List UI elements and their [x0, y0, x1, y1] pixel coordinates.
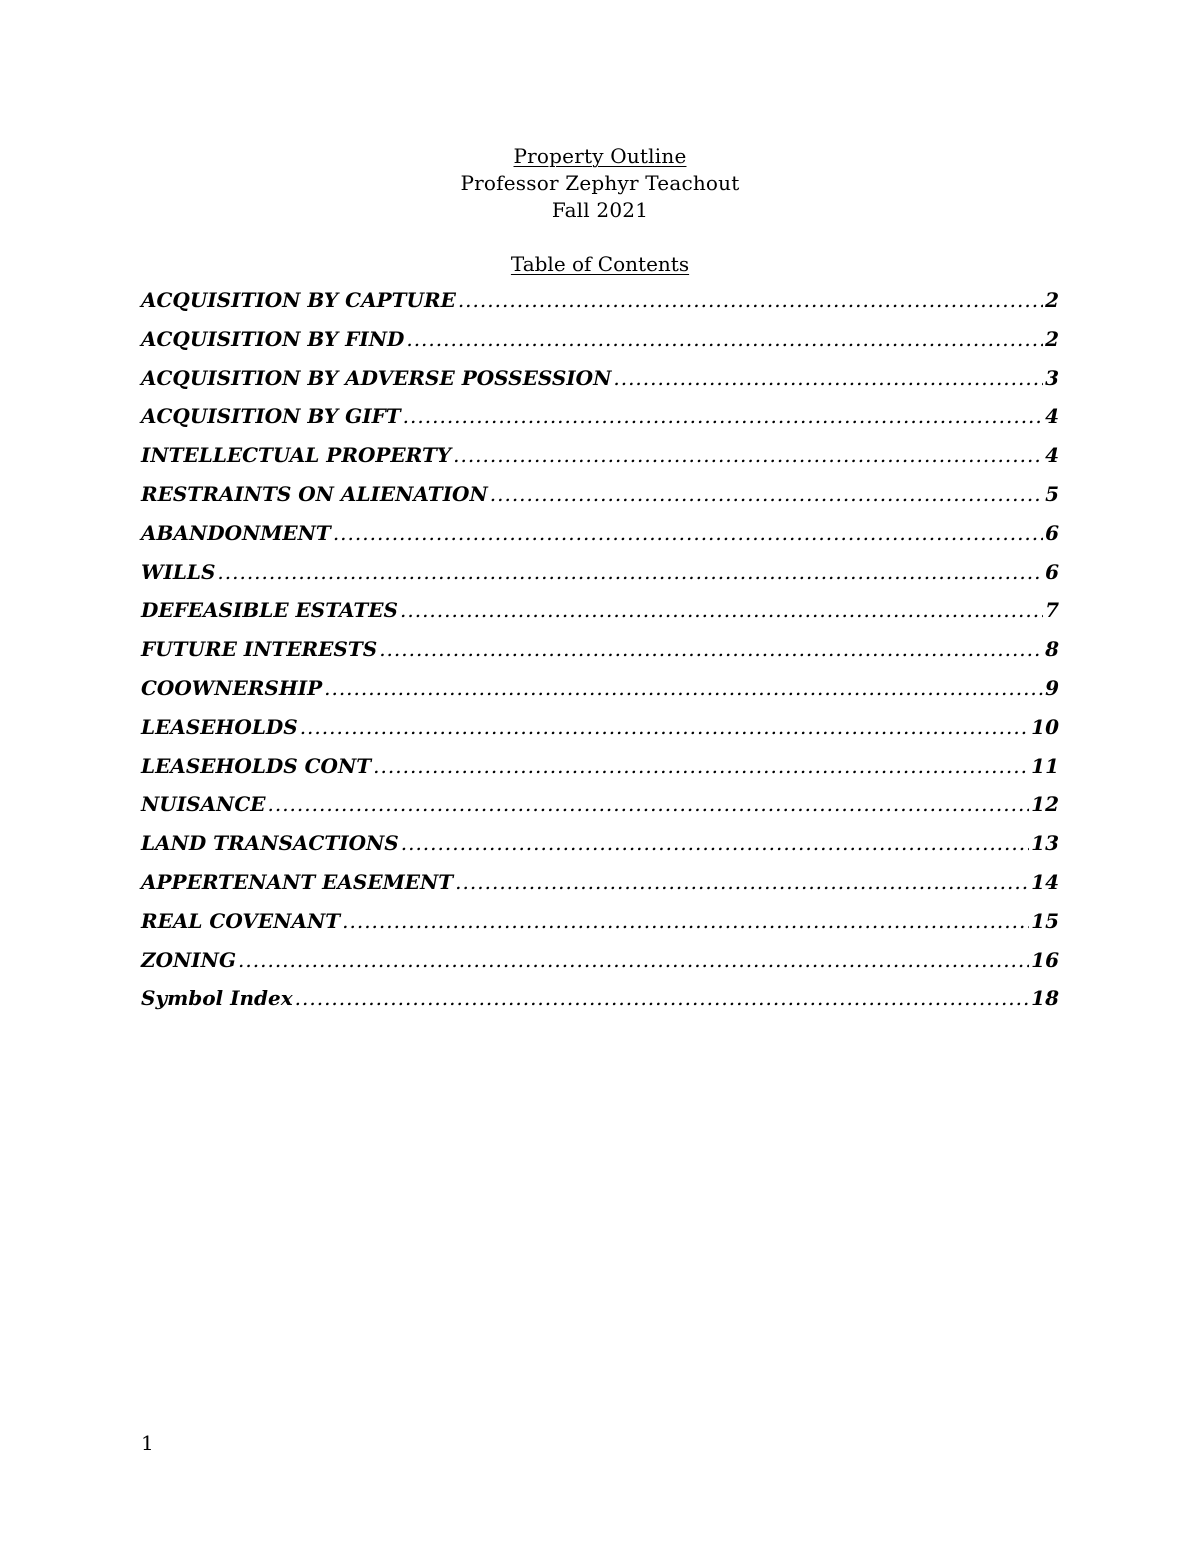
toc-entry-page[interactable]: 18: [1031, 986, 1059, 1011]
toc-dot-leader: [458, 288, 1043, 312]
toc-entry[interactable]: [141, 288, 1059, 327]
toc-entry-title[interactable]: FUTURE INTERESTS: [141, 637, 378, 662]
toc-entry[interactable]: [141, 909, 1059, 948]
toc-entry-title[interactable]: ACQUISITION BY CAPTURE: [141, 288, 456, 312]
toc-entry[interactable]: [141, 754, 1059, 793]
toc-entry[interactable]: [141, 521, 1059, 560]
toc-entry[interactable]: [141, 986, 1059, 1025]
toc-entry-page[interactable]: 13: [1031, 831, 1059, 856]
toc-entry-title[interactable]: LEASEHOLDS: [141, 714, 298, 739]
toc-entry[interactable]: [141, 831, 1059, 870]
toc-entry-page[interactable]: 11: [1031, 753, 1059, 778]
toc-entry-title[interactable]: APPERTENANT EASEMENT: [141, 869, 454, 894]
toc-entry-page[interactable]: 3: [1045, 365, 1059, 390]
toc-entry-page[interactable]: 2: [1045, 326, 1059, 351]
table-of-contents: [141, 288, 1059, 1025]
toc-entry-title[interactable]: ABANDONMENT: [141, 520, 331, 545]
toc-entry-title[interactable]: ZONING: [141, 947, 237, 972]
toc-entry-page[interactable]: 5: [1045, 481, 1059, 506]
toc-entry-page[interactable]: 14: [1031, 869, 1059, 894]
toc-entry-page[interactable]: 9: [1045, 675, 1059, 700]
toc-dot-leader: [453, 443, 1043, 467]
toc-entry-title[interactable]: DEFEASIBLE ESTATES: [141, 598, 398, 623]
toc-entry[interactable]: [141, 482, 1059, 521]
toc-dot-leader: [217, 560, 1043, 584]
toc-entry-page[interactable]: 6: [1045, 520, 1059, 545]
toc-entry-page[interactable]: 4: [1045, 404, 1059, 429]
toc-entry-page[interactable]: 10: [1031, 714, 1059, 739]
toc-entry[interactable]: [141, 870, 1059, 909]
toc-entry-title[interactable]: WILLS: [141, 559, 216, 584]
toc-entry-title[interactable]: REAL COVENANT: [141, 908, 341, 933]
toc-dot-leader: [300, 715, 1029, 739]
toc-dot-leader: [267, 792, 1029, 816]
toc-entry-page[interactable]: 8: [1045, 637, 1059, 662]
toc-entry[interactable]: [141, 404, 1059, 443]
toc-entry[interactable]: [141, 598, 1059, 637]
toc-entry[interactable]: [141, 443, 1059, 482]
toc-dot-leader: [379, 637, 1043, 661]
document-title: Property Outline: [513, 144, 687, 168]
toc-entry-title[interactable]: INTELLECTUAL PROPERTY: [141, 443, 452, 468]
toc-dot-leader: [406, 327, 1043, 351]
toc-entry[interactable]: [141, 715, 1059, 754]
toc-heading: Table of Contents: [510, 252, 690, 276]
toc-entry-title[interactable]: Symbol Index: [141, 986, 293, 1011]
toc-entry[interactable]: [141, 327, 1059, 366]
toc-dot-leader: [295, 986, 1030, 1010]
toc-dot-leader: [373, 754, 1029, 778]
toc-entry-title[interactable]: ACQUISITION BY FIND: [141, 326, 405, 351]
toc-entry-page[interactable]: 4: [1045, 443, 1059, 468]
toc-dot-leader: [455, 870, 1029, 894]
toc-entry-title[interactable]: ACQUISITION BY GIFT: [141, 404, 401, 429]
toc-entry-title[interactable]: NUISANCE: [141, 792, 266, 817]
toc-entry[interactable]: [141, 366, 1059, 405]
toc-entry[interactable]: [141, 676, 1059, 715]
toc-dot-leader: [403, 404, 1043, 428]
toc-dot-leader: [490, 482, 1043, 506]
page-number: 1: [141, 1431, 154, 1455]
toc-dot-leader: [333, 521, 1043, 545]
toc-dot-leader: [613, 366, 1043, 390]
toc-entry-title[interactable]: ACQUISITION BY ADVERSE POSSESSION: [141, 365, 612, 390]
document-header: [0, 143, 1200, 224]
toc-entry[interactable]: [141, 792, 1059, 831]
toc-entry-page[interactable]: 2: [1045, 288, 1059, 312]
toc-entry[interactable]: [141, 560, 1059, 599]
toc-entry-title[interactable]: COOWNERSHIP: [141, 675, 323, 700]
term-label: Fall 2021: [551, 198, 649, 222]
toc-dot-leader: [238, 948, 1029, 972]
toc-entry-title[interactable]: LEASEHOLDS CONT: [141, 753, 372, 778]
toc-entry-title[interactable]: LAND TRANSACTIONS: [141, 831, 399, 856]
toc-dot-leader: [324, 676, 1043, 700]
toc-entry-page[interactable]: 15: [1031, 908, 1059, 933]
toc-dot-leader: [342, 909, 1029, 933]
toc-entry-page[interactable]: 12: [1031, 792, 1059, 817]
toc-entry-page[interactable]: 16: [1031, 947, 1059, 972]
toc-entry-page[interactable]: 7: [1045, 598, 1059, 623]
toc-entry[interactable]: [141, 637, 1059, 676]
toc-dot-leader: [400, 598, 1043, 622]
toc-entry-page[interactable]: 6: [1045, 559, 1059, 584]
toc-entry[interactable]: [141, 948, 1059, 987]
toc-entry-title[interactable]: RESTRAINTS ON ALIENATION: [141, 481, 488, 506]
professor-name: Professor Zephyr Teachout: [460, 171, 740, 195]
toc-dot-leader: [401, 831, 1029, 855]
